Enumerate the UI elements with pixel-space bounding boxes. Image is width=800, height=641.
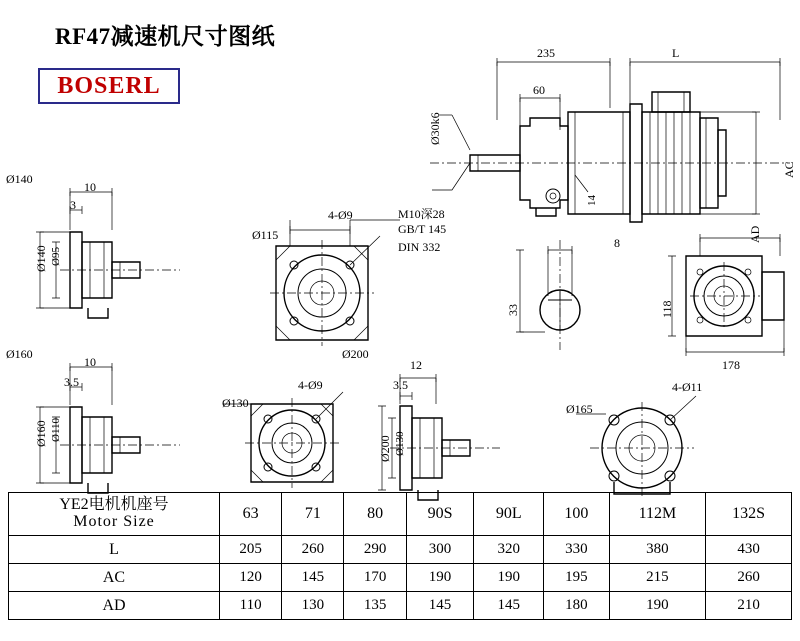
view2-dia115-label: Ø115 xyxy=(252,228,279,242)
row-L-value-4: 320 xyxy=(474,536,544,564)
row-AD-value-6: 190 xyxy=(609,592,706,620)
row-label-L: L xyxy=(9,536,220,564)
motor-size-4: 90L xyxy=(474,493,544,536)
row-AD-value-0: 110 xyxy=(220,592,282,620)
table-row xyxy=(9,536,792,564)
spec-table-wrap xyxy=(8,492,792,620)
view4-holes-label: 4-Ø9 xyxy=(298,378,323,392)
view5-dia130-label: Ø130 xyxy=(394,431,406,456)
motor-size-2: 80 xyxy=(344,493,406,536)
spec-table xyxy=(8,492,792,620)
row-L-value-1: 260 xyxy=(282,536,344,564)
view2-holes-label: 4-Ø9 xyxy=(328,208,353,222)
row-AC-value-2: 170 xyxy=(344,564,406,592)
row-L-value-6: 380 xyxy=(609,536,706,564)
dim-8-label: 8 xyxy=(614,236,620,250)
view5-dim35-label: 3.5 xyxy=(393,378,408,392)
row-AC-value-1: 145 xyxy=(282,564,344,592)
row-AC-value-6: 215 xyxy=(609,564,706,592)
ac-label: AC xyxy=(782,161,796,178)
row-L-value-2: 290 xyxy=(344,536,406,564)
view1-dim3-label: 3 xyxy=(70,198,76,212)
row-AC-value-0: 120 xyxy=(220,564,282,592)
thread-callout-line1: M10深28 xyxy=(398,207,445,221)
view1-dia140-top-label: Ø140 xyxy=(6,172,33,186)
view1-dim10-label: 10 xyxy=(84,180,96,194)
motor-size-5: 100 xyxy=(544,493,610,536)
table-header-label xyxy=(9,493,220,536)
key-14-label: 14 xyxy=(586,195,598,206)
view3-dia160-top-label: Ø160 xyxy=(6,347,33,361)
view1-dia95-label: Ø95 xyxy=(50,247,62,266)
row-AD-value-1: 130 xyxy=(282,592,344,620)
thread-callout-line3: DIN 332 xyxy=(398,240,441,254)
row-L-value-3: 300 xyxy=(406,536,474,564)
motor-size-0: 63 xyxy=(220,493,282,536)
view3-dia160-label: Ø160 xyxy=(34,420,48,447)
header-label-cn: YE2电机机座号 xyxy=(59,496,169,514)
view6-dia165-label: Ø165 xyxy=(566,402,593,416)
view4-dia130-label: Ø130 xyxy=(222,396,249,410)
dim-178-label: 178 xyxy=(722,358,740,372)
view-200-side-drawing xyxy=(380,360,580,500)
row-AD-value-5: 180 xyxy=(544,592,610,620)
motor-size-7: 132S xyxy=(706,493,792,536)
motor-size-6: 112M xyxy=(609,493,706,536)
row-label-AC: AC xyxy=(9,564,220,592)
view3-dim10-label: 10 xyxy=(84,355,96,369)
row-AD-value-4: 145 xyxy=(474,592,544,620)
row-AC-value-3: 190 xyxy=(406,564,474,592)
motor-size-3: 90S xyxy=(406,493,474,536)
row-AC-value-7: 260 xyxy=(706,564,792,592)
view3-dia110-label: Ø110 xyxy=(50,417,62,442)
ad-label: AD xyxy=(748,225,762,243)
view1-dia140-label: Ø140 xyxy=(34,245,48,272)
row-AD-value-2: 135 xyxy=(344,592,406,620)
row-AC-value-4: 190 xyxy=(474,564,544,592)
header-label-en: Motor Size xyxy=(73,513,155,530)
thread-callout-line2: GB/T 145 xyxy=(398,222,447,236)
dim-118-label: 118 xyxy=(660,300,674,318)
view5-dia200-top-label: Ø200 xyxy=(342,347,369,361)
view6-holes-label: 4-Ø11 xyxy=(672,380,703,394)
table-row xyxy=(9,564,792,592)
row-AD-value-3: 145 xyxy=(406,592,474,620)
dim-235-label: 235 xyxy=(537,46,555,60)
page-title: RF47减速机尺寸图纸 xyxy=(55,24,276,49)
table-row-header xyxy=(9,493,792,536)
motor-size-1: 71 xyxy=(282,493,344,536)
dim-60-label: 60 xyxy=(533,83,545,97)
table-row xyxy=(9,592,792,620)
row-L-value-0: 205 xyxy=(220,536,282,564)
row-AD-value-7: 210 xyxy=(706,592,792,620)
row-label-AD: AD xyxy=(9,592,220,620)
dia-30k6-label: Ø30k6 xyxy=(428,112,442,145)
dim-33-label: 33 xyxy=(506,304,520,316)
view3-dim35-label: 3.5 xyxy=(64,375,79,389)
dim-L-label: L xyxy=(672,46,680,60)
view5-dim12-label: 12 xyxy=(410,358,422,372)
row-AC-value-5: 195 xyxy=(544,564,610,592)
row-L-value-5: 330 xyxy=(544,536,610,564)
view5-dia200-label: Ø200 xyxy=(378,435,392,462)
logo-text: BOSERL xyxy=(57,72,161,99)
row-L-value-7: 430 xyxy=(706,536,792,564)
